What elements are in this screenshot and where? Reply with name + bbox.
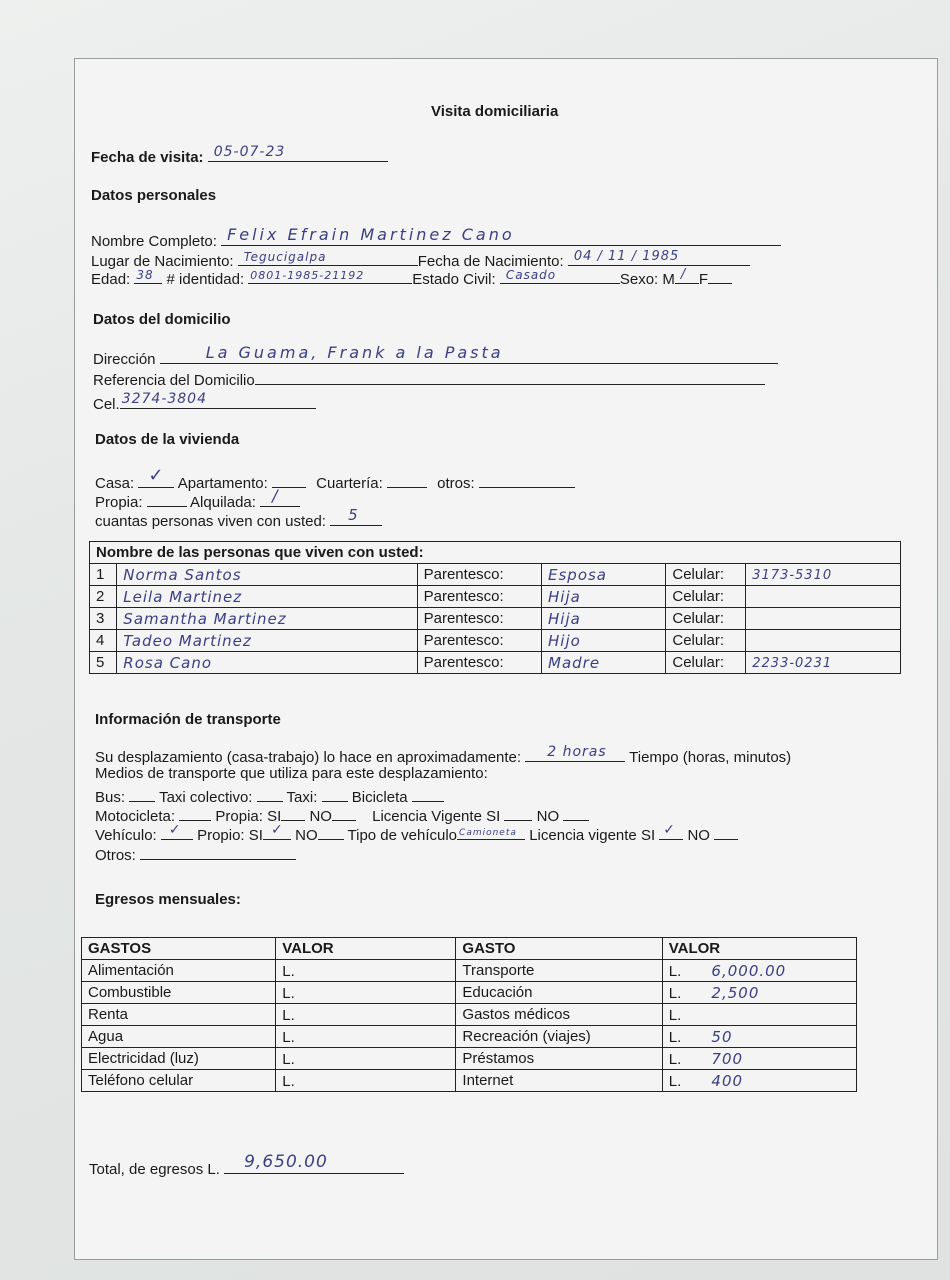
- parentesco-cell[interactable]: [542, 630, 666, 652]
- celular-label: Celular:: [666, 586, 746, 608]
- celular-cell[interactable]: [746, 630, 901, 652]
- fecha-nac-value: 04 / 11 / 1985: [573, 249, 680, 264]
- personas-count-field[interactable]: [330, 506, 382, 526]
- moto-propia-no-label: NO: [309, 808, 332, 825]
- row-number: 5: [90, 652, 117, 674]
- casa-label: Casa:: [95, 475, 135, 492]
- valor-cell[interactable]: [276, 1048, 456, 1070]
- desplazamiento-row: [95, 745, 791, 766]
- valor-cell[interactable]: [662, 1048, 856, 1070]
- persona-nombre: Samantha Martinez: [123, 609, 287, 628]
- section-datos-vivienda: Datos de la vivienda: [95, 431, 240, 448]
- valor-cell[interactable]: [662, 960, 856, 982]
- parentesco-value: Hija: [548, 587, 581, 606]
- celular-value: 2233-0231: [752, 656, 833, 671]
- table-row: [90, 608, 901, 630]
- identidad-label: # identidad:: [166, 271, 245, 288]
- vehiculo-label: Vehículo:: [95, 827, 157, 844]
- col-header: GASTO: [456, 938, 662, 960]
- celular-cell[interactable]: [746, 652, 901, 674]
- total-egresos-row: [89, 1152, 404, 1178]
- tipo-vehiculo-label: Tipo de vehículo: [347, 827, 458, 844]
- cel-field[interactable]: [120, 392, 316, 409]
- currency-label: L.: [282, 1050, 295, 1068]
- parentesco-cell[interactable]: [542, 652, 666, 674]
- parentesco-cell[interactable]: [542, 586, 666, 608]
- moto-licencia-no-label: NO: [536, 808, 560, 825]
- identidad-field[interactable]: [248, 267, 412, 284]
- nombre-value: Felix Efrain Martinez Cano: [227, 225, 515, 244]
- currency-label: L.: [282, 1072, 295, 1090]
- fecha-visita-row: [91, 145, 388, 166]
- otros-transporte-label: Otros:: [95, 847, 136, 864]
- bicicleta-label: Bicicleta: [351, 789, 408, 806]
- edad-field[interactable]: [134, 267, 162, 284]
- col-header: VALOR: [276, 938, 456, 960]
- row-number: 4: [90, 630, 117, 652]
- form-page: [74, 58, 938, 1260]
- gasto-name: Educación: [456, 982, 662, 1004]
- parentesco-label: Parentesco:: [417, 586, 541, 608]
- lugar-value: Tegucigalpa: [243, 250, 327, 264]
- moto-propia-si-label: Propia: SI: [215, 808, 282, 825]
- parentesco-value: Madre: [548, 653, 601, 672]
- sexo-m-label: Sexo: M: [619, 271, 675, 288]
- gasto-name: Combustible: [82, 982, 276, 1004]
- row-number: 1: [90, 564, 117, 586]
- table-row: [90, 564, 901, 586]
- referencia-field[interactable]: [255, 368, 765, 385]
- fecha-visita-label: Fecha de visita:: [91, 149, 204, 166]
- valor-cell[interactable]: [662, 1004, 856, 1026]
- gasto-name: Agua: [82, 1026, 276, 1048]
- estado-civil-label: Estado Civil:: [412, 271, 496, 288]
- section-egresos: Egresos mensuales:: [95, 891, 241, 908]
- referencia-row: [93, 368, 765, 389]
- valor-value: 700: [711, 1049, 744, 1068]
- alquilada-field[interactable]: [260, 486, 300, 507]
- moto-propia-si-field[interactable]: [281, 804, 305, 821]
- tiempo-label: Tiempo (horas, minutos): [629, 749, 792, 766]
- parentesco-cell[interactable]: [542, 564, 666, 586]
- valor-cell[interactable]: [276, 1070, 456, 1092]
- persona-nombre-cell[interactable]: [117, 608, 417, 630]
- taxi-colectivo-label: Taxi colectivo:: [159, 789, 253, 806]
- parentesco-cell[interactable]: [542, 608, 666, 630]
- currency-label: L.: [668, 984, 682, 1002]
- parentesco-label: Parentesco:: [417, 652, 541, 674]
- currency-label: L.: [668, 1050, 682, 1068]
- propia-field[interactable]: [147, 490, 187, 507]
- otros-transporte-row: [95, 843, 296, 864]
- otros-label: otros:: [437, 475, 475, 492]
- parentesco-value: Hijo: [548, 631, 581, 650]
- bicicleta-field[interactable]: [412, 785, 444, 802]
- propia-label: Propia:: [95, 494, 143, 511]
- otros-field[interactable]: [479, 471, 575, 488]
- parentesco-label: Parentesco:: [417, 608, 541, 630]
- vehiculo-propio-no-field[interactable]: [318, 823, 344, 840]
- vehiculo-propio-check-icon: ✓: [270, 822, 284, 838]
- section-transporte: Información de transporte: [95, 711, 281, 728]
- currency-label: L.: [282, 962, 295, 980]
- table-row: [82, 1026, 857, 1048]
- table-row: [82, 982, 857, 1004]
- sexo-m-field[interactable]: [675, 267, 699, 284]
- licencia-vigente-no-label: NO: [687, 827, 710, 844]
- egresos-table: [81, 937, 857, 1092]
- direccion-value: La Guama, Frank a la Pasta: [205, 343, 504, 362]
- parentesco-value: Hija: [548, 609, 581, 628]
- celular-cell[interactable]: [746, 608, 901, 630]
- currency-label: L.: [282, 1006, 295, 1024]
- parentesco-label: Parentesco:: [417, 630, 541, 652]
- moto-propia-no-field[interactable]: [332, 804, 356, 821]
- persona-nombre: Norma Santos: [123, 565, 242, 584]
- personas-table: [89, 541, 901, 674]
- moto-licencia-no-field[interactable]: [563, 804, 589, 821]
- vehiculo-propio-si-label: Propio: SI: [197, 827, 263, 844]
- moto-licencia-si-label: Licencia Vigente SI: [372, 808, 501, 825]
- alquilada-label: Alquilada:: [190, 494, 256, 511]
- celular-label: Celular:: [666, 630, 746, 652]
- sexo-m-value: /: [680, 267, 687, 282]
- gasto-name: Gastos médicos: [456, 1004, 662, 1026]
- lugar-label: Lugar de Nacimiento:: [91, 253, 234, 270]
- gasto-name: Renta: [82, 1004, 276, 1026]
- otros-transporte-field[interactable]: [140, 843, 296, 860]
- gasto-name: Alimentación: [82, 960, 276, 982]
- gasto-name: Transporte: [456, 960, 662, 982]
- personas-count-row: [95, 506, 382, 530]
- total-egresos-value: 9,650.00: [244, 1152, 328, 1172]
- moto-licencia-si-field[interactable]: [504, 804, 532, 821]
- table-row: [82, 960, 857, 982]
- casa-field[interactable]: [138, 465, 174, 488]
- vehiculo-row: [95, 823, 738, 844]
- persona-nombre: Leila Martinez: [123, 587, 243, 606]
- valor-value: 6,000.00: [711, 961, 787, 980]
- valor-cell[interactable]: [276, 1004, 456, 1026]
- table-row: [82, 1048, 857, 1070]
- parentesco-value: Esposa: [548, 565, 607, 584]
- edad-label: Edad:: [91, 271, 131, 288]
- table-row: [90, 630, 901, 652]
- direccion-field[interactable]: [160, 343, 778, 364]
- identidad-value: 0801-1985-21192: [250, 269, 365, 282]
- desplazamiento-value: 2 horas: [547, 744, 607, 760]
- celular-label: Celular:: [666, 564, 746, 586]
- persona-nombre: Tadeo Martinez: [123, 631, 252, 650]
- taxi-field[interactable]: [322, 785, 348, 802]
- casa-check-icon: ✓: [148, 465, 165, 486]
- medios-label: Medios de transporte que utiliza para este desplazamiento:: [95, 765, 488, 782]
- fecha-nac-field[interactable]: [568, 249, 750, 266]
- persona-nombre-cell[interactable]: [117, 630, 417, 652]
- table-row: [82, 1070, 857, 1092]
- gasto-name: Teléfono celular: [82, 1070, 276, 1092]
- gasto-name: Electricidad (luz): [82, 1048, 276, 1070]
- celular-label: Celular:: [666, 652, 746, 674]
- desplazamiento-field[interactable]: [525, 745, 625, 762]
- valor-cell[interactable]: [276, 1026, 456, 1048]
- sexo-f-field[interactable]: [708, 267, 732, 284]
- cuarteria-label: Cuartería:: [316, 475, 383, 492]
- fecha-visita-value: 05-07-23: [213, 144, 286, 160]
- licencia-vigente-no-field[interactable]: [714, 823, 738, 840]
- persona-nombre-cell[interactable]: [117, 652, 417, 674]
- fecha-visita-field[interactable]: [208, 145, 388, 162]
- valor-cell[interactable]: [662, 1026, 856, 1048]
- persona-nombre: Rosa Cano: [123, 653, 213, 672]
- valor-value: 50: [711, 1027, 733, 1046]
- licencia-vigente-si-label: Licencia vigente SI: [529, 827, 656, 844]
- valor-cell[interactable]: [276, 982, 456, 1004]
- celular-cell[interactable]: [746, 586, 901, 608]
- celular-cell[interactable]: [746, 564, 901, 586]
- table-row: [90, 586, 901, 608]
- row-number: 3: [90, 608, 117, 630]
- fecha-nac-label: Fecha de Nacimiento:: [417, 253, 564, 270]
- vehiculo-propio-no-label: NO: [295, 827, 318, 844]
- egresos-header-row: [82, 938, 857, 960]
- taxi-colectivo-field[interactable]: [257, 785, 283, 802]
- celular-label: Celular:: [666, 608, 746, 630]
- currency-label: L.: [282, 1028, 295, 1046]
- valor-cell[interactable]: [662, 1070, 856, 1092]
- currency-label: L.: [668, 1028, 682, 1046]
- col-header: VALOR: [662, 938, 856, 960]
- casa-row: [95, 465, 575, 492]
- desplazamiento-label: Su desplazamiento (casa-trabajo) lo hace en aproximadamente:: [95, 749, 522, 766]
- gasto-name: Préstamos: [456, 1048, 662, 1070]
- valor-value: 400: [711, 1071, 744, 1090]
- estado-civil-field[interactable]: [500, 267, 620, 284]
- alquilada-value: /: [272, 486, 279, 505]
- total-egresos-field[interactable]: [224, 1152, 404, 1174]
- personas-table-header: Nombre de las personas que viven con usted:: [90, 542, 901, 564]
- direccion-label: Dirección: [93, 351, 156, 368]
- section-datos-domicilio: Datos del domicilio: [93, 311, 231, 328]
- currency-label: L.: [282, 984, 295, 1002]
- currency-label: L.: [668, 962, 682, 980]
- bus-field[interactable]: [129, 785, 155, 802]
- page-title: Visita domiciliaria: [431, 103, 559, 120]
- currency-label: L.: [668, 1072, 682, 1090]
- bus-row: [95, 785, 444, 806]
- taxi-label: Taxi:: [286, 789, 318, 806]
- referencia-label: Referencia del Domicilio: [93, 372, 255, 389]
- vehiculo-field[interactable]: [161, 823, 193, 840]
- nombre-label: Nombre Completo:: [91, 233, 217, 250]
- valor-value: 2,500: [711, 983, 760, 1002]
- persona-nombre-cell[interactable]: [117, 564, 417, 586]
- licencia-check-icon: ✓: [663, 822, 677, 838]
- section-datos-personales: Datos personales: [91, 187, 217, 204]
- personas-count-value: 5: [348, 506, 359, 524]
- tipo-vehiculo-field[interactable]: [457, 823, 525, 840]
- cel-label: Cel.: [93, 396, 120, 413]
- persona-nombre-cell[interactable]: [117, 586, 417, 608]
- nombre-field[interactable]: [221, 225, 781, 246]
- celular-value: 3173-5310: [752, 568, 833, 583]
- lugar-field[interactable]: [238, 249, 418, 266]
- currency-label: L.: [668, 1006, 682, 1024]
- valor-cell[interactable]: [662, 982, 856, 1004]
- cel-row: [93, 392, 316, 413]
- gasto-name: Internet: [456, 1070, 662, 1092]
- propia-row: [95, 486, 300, 511]
- motocicleta-label: Motocicleta:: [95, 808, 176, 825]
- valor-cell[interactable]: [276, 960, 456, 982]
- col-header: GASTOS: [82, 938, 276, 960]
- nombre-row: [91, 225, 781, 250]
- licencia-vigente-si-field[interactable]: [659, 823, 683, 840]
- gasto-name: Recreación (viajes): [456, 1026, 662, 1048]
- table-row: [82, 1004, 857, 1026]
- personas-count-label: cuantas personas viven con usted:: [95, 513, 326, 530]
- sexo-f-label: F: [698, 271, 709, 288]
- total-egresos-label: Total, de egresos L.: [89, 1161, 220, 1178]
- direccion-row: [93, 343, 778, 368]
- vehiculo-propio-si-field[interactable]: [263, 823, 291, 840]
- cuarteria-field[interactable]: [387, 471, 427, 488]
- row-number: 2: [90, 586, 117, 608]
- estado-civil-value: Casado: [505, 268, 557, 282]
- apartamento-label: Apartamento:: [177, 475, 268, 492]
- edad-value: 38: [136, 268, 154, 282]
- tipo-vehiculo-value: Camioneta: [459, 828, 517, 838]
- parentesco-label: Parentesco:: [417, 564, 541, 586]
- vehiculo-check-icon: ✓: [168, 822, 182, 838]
- motocicleta-field[interactable]: [179, 804, 211, 821]
- cel-value: 3274-3804: [121, 391, 207, 407]
- bus-label: Bus:: [95, 789, 126, 806]
- table-row: [90, 652, 901, 674]
- edad-row: [91, 267, 732, 288]
